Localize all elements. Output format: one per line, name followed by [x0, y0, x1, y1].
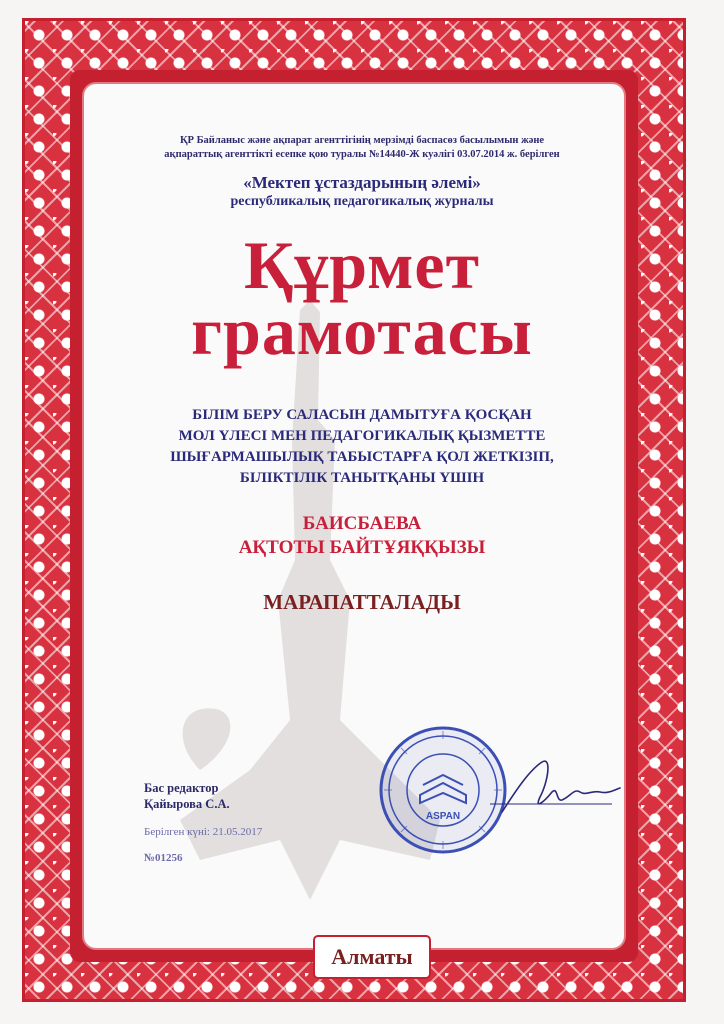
- reason-line-4: БІЛІКТІЛІК ТАНЫТҚАНЫ ҮШІН: [239, 470, 485, 486]
- reason-line-3: ШЫҒАРМАШЫЛЫҚ ТАБЫСТАРҒА ҚОЛ ЖЕТКІЗІП,: [170, 449, 554, 465]
- editor-signature: [482, 742, 622, 832]
- certificate-number: №01256: [144, 852, 183, 864]
- registration-line-2: ақпараттық агенттікті есепке қою туралы №14440-Ж куәлігі 03.07.2014 ж. берілген: [164, 149, 560, 160]
- journal-description: республикалық педагогикалық журналы: [230, 194, 494, 209]
- editor-role: Бас редактор: [144, 781, 219, 795]
- certificate-title: [0, 227, 724, 369]
- registration-note: [0, 134, 724, 162]
- editor-block: [144, 780, 230, 812]
- recipient-given-name: АҚТОТЫ БАЙТҰЯҚҚЫЗЫ: [238, 537, 486, 558]
- journal-name: «Мектеп ұстаздарының әлемі»: [243, 173, 481, 192]
- registration-line-1: ҚР Байланыс және ақпарат агенттігінің мерзімді баспасөз басылымын және: [179, 135, 545, 146]
- editor-name: Қайырова С.А.: [144, 797, 230, 811]
- recipient-name: [0, 512, 724, 560]
- stamp-inner-text: ASPAN: [425, 811, 461, 822]
- title-line-1: Құрмет: [244, 227, 480, 303]
- issue-date: Берілген күні: 21.05.2017: [144, 826, 263, 838]
- title-line-2: грамотасы: [191, 293, 533, 369]
- reason-line-1: БІЛІМ БЕРУ САЛАСЫН ДАМЫТУҒА ҚОСҚАН: [192, 407, 532, 423]
- recipient-surname: БАИСБАЕВА: [302, 513, 422, 534]
- awarded-label: МАРАПАТТАЛАДЫ: [263, 590, 461, 614]
- city-label: Алматы: [313, 935, 431, 979]
- reason-line-2: МОЛ ҮЛЕСІ МЕН ПЕДАГОГИКАЛЫҚ ҚЫЗМЕТТЕ: [178, 428, 546, 444]
- award-reason: [0, 405, 724, 489]
